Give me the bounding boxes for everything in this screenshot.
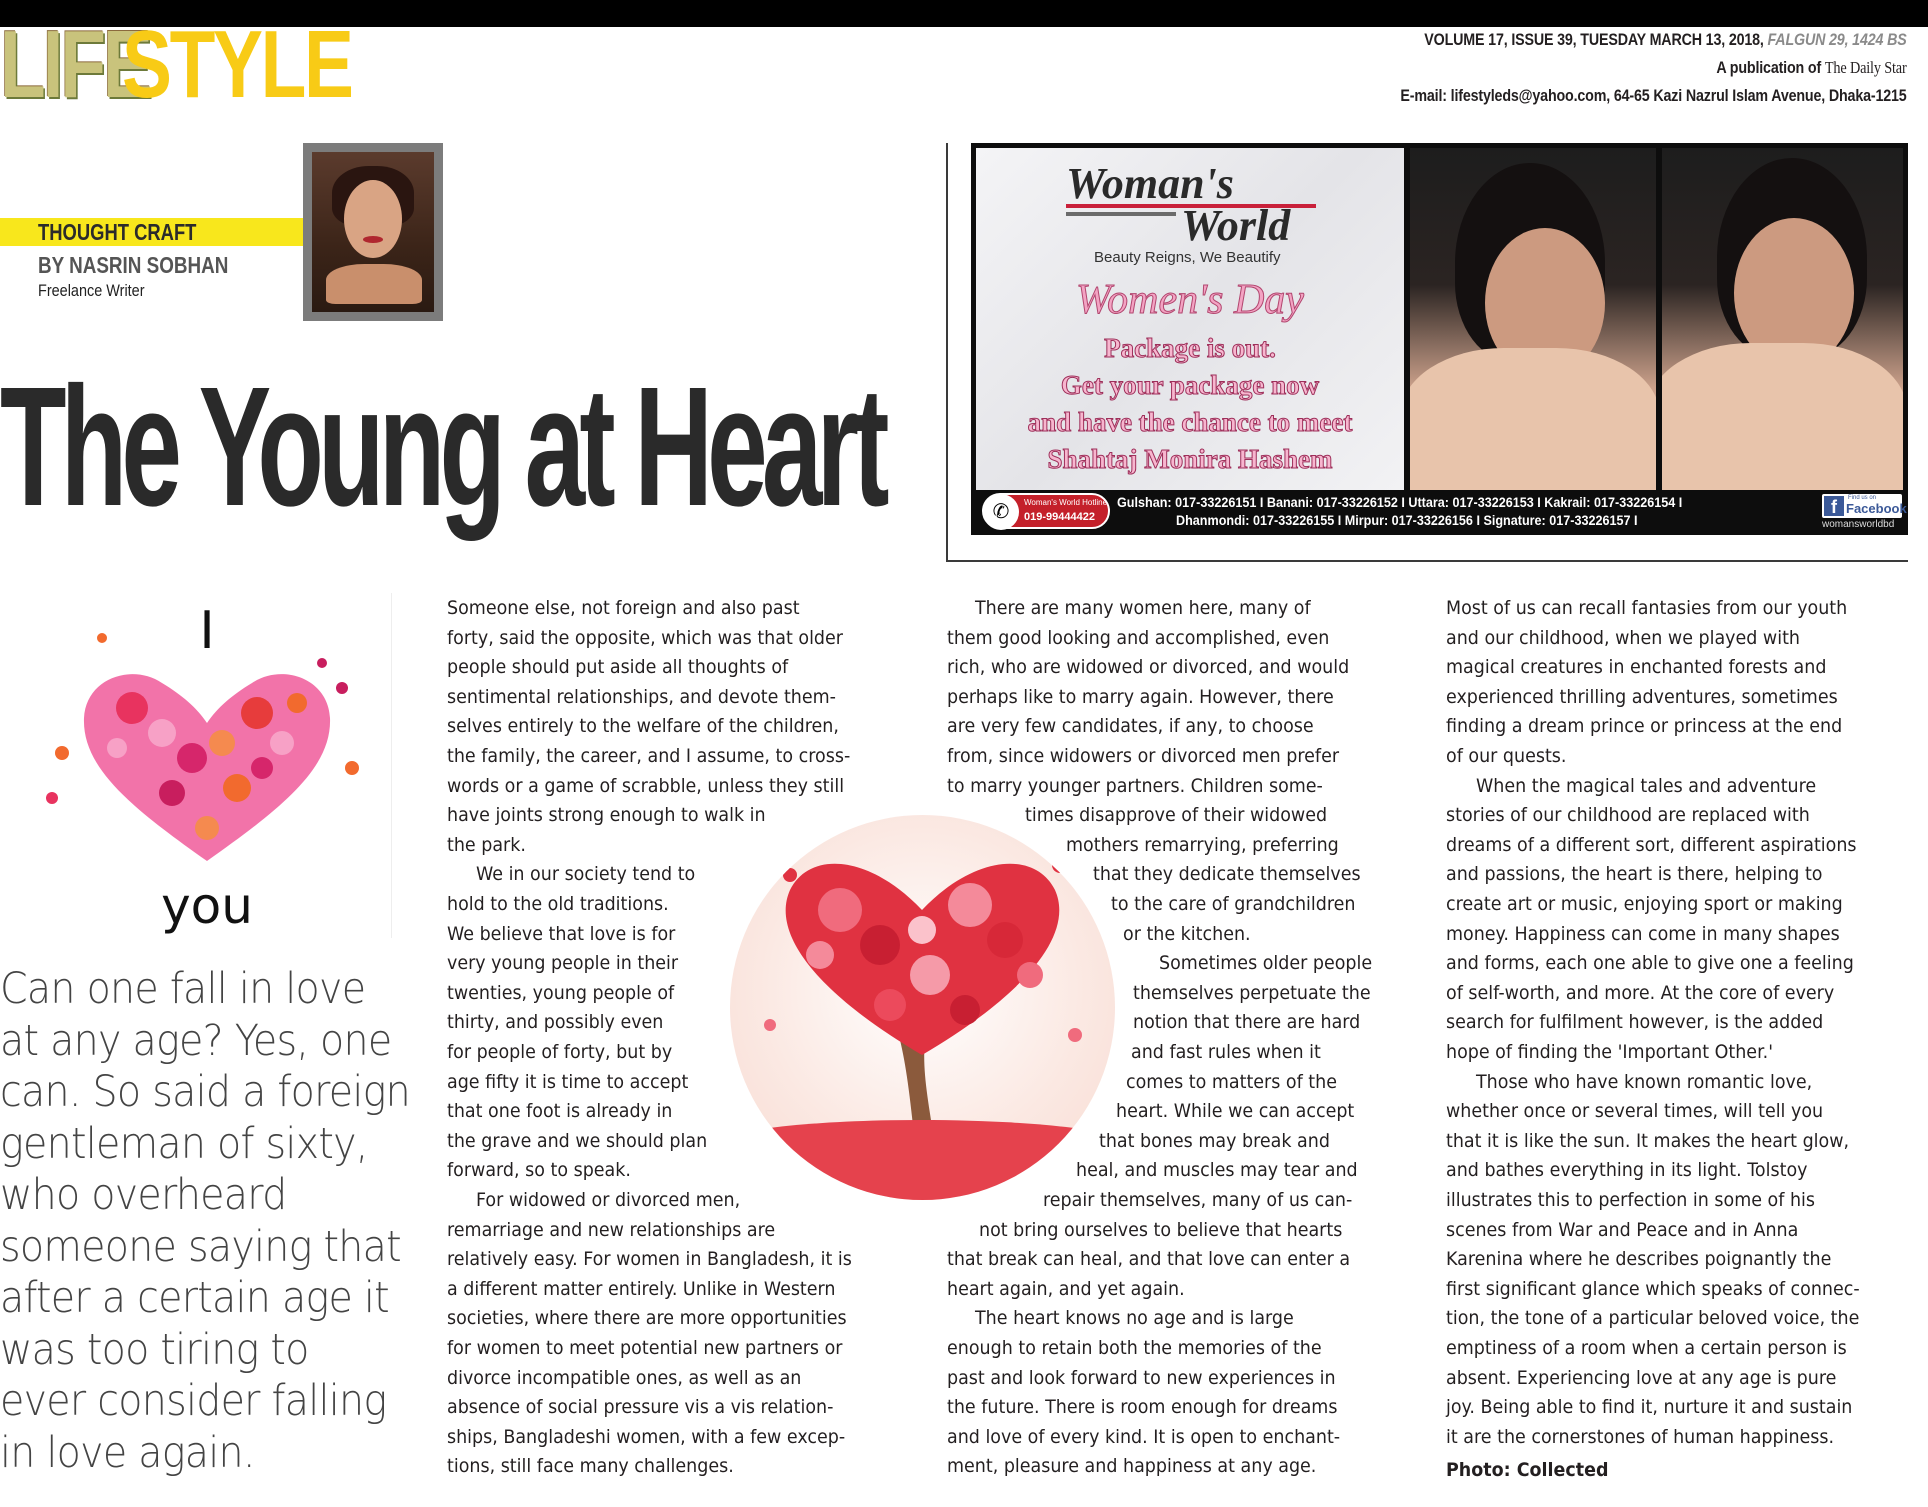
butterfly-heart [46, 633, 359, 861]
ad-package-line: Shahtaj Monira Hashem [1047, 444, 1333, 474]
masthead-style: STYLE [121, 11, 352, 118]
phone-icon: ✆ [983, 494, 1019, 530]
body-line: absence of social pressure vis a vis relation- [447, 1396, 834, 1419]
ad-text-panel [976, 148, 1404, 490]
body-line: money. Happiness can come in many shapes [1446, 922, 1840, 945]
body-line: heart. While we can accept [1116, 1100, 1355, 1123]
ad-logo-world: World [1181, 201, 1291, 250]
body-line: and bathes everything in its light. Tolstoy [1446, 1159, 1808, 1182]
body-line: selves entirely to the welfare of the children, [447, 715, 839, 738]
body-line: that they dedicate themselves [1093, 863, 1361, 886]
ad-logo-womans: Woman's [1066, 159, 1234, 208]
body-line: mothers remarrying, preferring [1066, 833, 1339, 856]
body-line: hold to the old traditions. [447, 893, 669, 915]
body-line: or the kitchen. [1123, 922, 1251, 945]
body-line: experienced thrilling adventures, sometimes [1446, 685, 1838, 708]
pull-quote-line: who overheard [0, 1170, 287, 1220]
facebook-label: Facebook [1846, 501, 1907, 516]
volume-line: VOLUME 17, ISSUE 39, TUESDAY MARCH 13, 2018, [1424, 30, 1765, 49]
body-line: past and look forward to new experiences in [947, 1366, 1336, 1389]
body-line: divorce incompatible ones, as well as an [447, 1366, 802, 1389]
i-love-you-heart-image [22, 593, 392, 938]
body-line: from, since widowers or divorced men prefer [947, 745, 1340, 767]
body-line: them good looking and accomplished, even [947, 626, 1330, 649]
body-line: hope of finding the 'Important Other.' [1446, 1041, 1774, 1063]
body-line: relatively easy. For women in Bangladesh, it is [447, 1248, 852, 1271]
author-byline: BY NASRIN SOBHAN [38, 252, 229, 278]
body-line: When the magical tales and adventure [1476, 774, 1817, 797]
body-line: ment, pleasure and happiness at any age. [947, 1455, 1317, 1478]
author-role: Freelance Writer [38, 281, 145, 300]
body-line: not bring ourselves to believe that hearts [979, 1218, 1343, 1241]
email-address-line: E-mail: lifestyleds@yahoo.com, 64-65 Kazi Nazrul Islam Avenue, Dhaka-1215 [1400, 86, 1907, 105]
body-line: rich, who are widowed or divorced, and would [947, 656, 1350, 679]
pull-quote-line: at any age? Yes, one [0, 1015, 392, 1066]
body-line: tion, the tone of a particular beloved voice, the [1446, 1307, 1860, 1330]
body-line: of our quests. [1446, 745, 1567, 767]
facebook-handle: womansworldbd [1822, 519, 1895, 530]
ad-hotline[interactable] [982, 493, 1110, 529]
publication-of: A publication of [1716, 58, 1822, 77]
body-line: are very few candidates, if any, to choose [947, 715, 1314, 738]
body-line: the park. [447, 833, 526, 856]
body-line: for women to meet potential new partners or [447, 1337, 843, 1359]
body-line: themselves perpetuate the [1133, 981, 1371, 1004]
ad-branches-row-2: Dhanmondi: 017-33226155 I Mirpur: 017-33226156 I Signature: 017-33226157 I [1176, 512, 1638, 528]
pull-quote-line: ever consider falling [0, 1376, 387, 1426]
body-line: words or a game of scrabble, unless they still [447, 774, 845, 797]
body-line: stories of our childhood are replaced with [1446, 804, 1810, 827]
body-line: that break can heal, and that love can enter a [947, 1248, 1351, 1271]
publisher-line [1401, 54, 1907, 82]
body-line: people should put aside all thoughts of [447, 656, 789, 679]
ad-package-line: Package is out. [1104, 333, 1276, 363]
body-line: and our childhood, when we played with [1446, 626, 1801, 649]
body-line: illustrates this to perfection in some of his [1446, 1189, 1816, 1211]
womans-world-advertisement[interactable] [971, 143, 1908, 535]
heart-tree-image [730, 815, 1115, 1200]
body-line: and forms, each one able to give one a feeling [1446, 952, 1854, 975]
body-line: Those who have known romantic love, [1476, 1070, 1813, 1093]
ad-package-line: and have the chance to meet [1027, 407, 1353, 437]
ad-model-photo-1 [1410, 148, 1656, 490]
image-text-you: you [161, 877, 253, 935]
body-line: search for fulfilment however, is the added [1446, 1011, 1824, 1034]
body-line: age fifty it is time to accept [447, 1070, 689, 1093]
body-line: remarriage and new relationships are [447, 1218, 776, 1241]
body-line: Karenina where he describes poignantly the [1446, 1248, 1832, 1271]
pull-quote-line: after a certain age it [0, 1273, 389, 1323]
pull-quote-line: Can one fall in love [0, 964, 366, 1014]
body-line: perhaps like to marry again. However, there [947, 685, 1334, 708]
facebook-icon: f [1824, 496, 1844, 516]
body-line: For widowed or divorced men, [476, 1189, 741, 1211]
body-line: absent. Experiencing love at any age is pure [1446, 1366, 1837, 1389]
body-line: sentimental relationships, and devote them- [447, 685, 836, 708]
body-line: to the care of grandchildren [1111, 893, 1356, 915]
body-line: We believe that love is for [447, 922, 676, 945]
bengali-date: FALGUN 29, 1424 BS [1767, 30, 1907, 49]
body-line: thirty, and possibly even [447, 1011, 664, 1034]
ad-package-text [976, 330, 1404, 478]
body-line: twenties, young people of [447, 981, 675, 1004]
author-photo [303, 143, 443, 321]
pull-quote-line: gentleman of sixty, [0, 1118, 368, 1169]
ad-facebook-badge[interactable] [1822, 492, 1907, 530]
body-line: and love of every kind. It is open to enchant- [947, 1425, 1341, 1448]
body-line: heal, and muscles may tear and [1076, 1159, 1358, 1182]
body-line: forward, so to speak. [447, 1159, 631, 1182]
body-line: very young people in their [447, 952, 679, 975]
body-line: to marry younger partners. Children some- [947, 774, 1323, 797]
body-line: that bones may break and [1099, 1129, 1330, 1152]
body-line: the family, the career, and I assume, to cross- [447, 745, 851, 767]
body-line: and passions, the heart is there, helping to [1446, 863, 1823, 886]
body-line: that it is like the sun. It makes the heart glow, [1446, 1129, 1850, 1152]
body-line: have joints strong enough to walk in [447, 804, 766, 827]
body-line: repair themselves, many of us can- [1043, 1189, 1353, 1211]
issue-line [1401, 26, 1907, 54]
article-headline: The Young at Heart [0, 352, 884, 542]
body-line: finding a dream prince or princess at the end [1446, 715, 1843, 738]
pull-quote-line: in love again. [0, 1427, 255, 1478]
body-line: it are the cornerstones of human happiness. [1446, 1425, 1835, 1448]
body-line: times disapprove of their widowed [1025, 804, 1328, 827]
body-line: the grave and we should plan [447, 1129, 708, 1152]
body-line: emptiness of a room when a certain person is [1446, 1337, 1847, 1359]
daily-star-logo: The Daily Star [1825, 58, 1907, 77]
body-line: comes to matters of the [1126, 1070, 1338, 1093]
pull-quote-line: was too tiring to [0, 1324, 309, 1375]
body-line: joy. Being able to find it, nurture it and sustain [1446, 1396, 1853, 1419]
body-line: The heart knows no age and is large [975, 1307, 1294, 1330]
body-line: We in our society tend to [476, 863, 696, 886]
ad-womens-day: Women's Day [1076, 277, 1304, 323]
body-line: magical creatures in enchanted forests and [1446, 656, 1827, 679]
body-line: for people of forty, but by [447, 1041, 673, 1063]
body-line: enough to retain both the memories of the [947, 1337, 1322, 1359]
masthead-life: LIFE [0, 11, 150, 118]
body-line: notion that there are hard [1133, 1011, 1361, 1034]
body-line: heart again, and yet again. [947, 1277, 1185, 1300]
masthead [0, 11, 416, 118]
pull-quote-line: can. So said a foreign [0, 1067, 410, 1117]
body-line: first significant glance which speaks of connec- [1446, 1277, 1860, 1300]
body-line: and fast rules when it [1131, 1041, 1321, 1063]
body-line: whether once or several times, will tell you [1446, 1100, 1824, 1123]
body-line: forty, said the opposite, which was that older [447, 626, 843, 649]
body-line: ships, Bangladeshi women, with a few excep- [447, 1425, 846, 1448]
body-line: societies, where there are more opportunities [447, 1307, 847, 1330]
section-label: THOUGHT CRAFT [38, 219, 197, 245]
body-line: Someone else, not foreign and also past [447, 597, 800, 619]
body-line: that one foot is already in [447, 1100, 673, 1123]
body-line: tions, still face many challenges. [447, 1455, 734, 1478]
body-line: Most of us can recall fantasies from our youth [1446, 597, 1848, 619]
body-line: the future. There is room enough for dreams [947, 1396, 1338, 1419]
body-line: dreams of a different sort, different aspirations [1446, 833, 1857, 856]
body-line: There are many women here, many of [975, 597, 1311, 619]
hotline-number: 019-99444422 [1024, 511, 1095, 523]
body-line: of self-worth, and more. At the core of every [1446, 981, 1835, 1004]
body-line: create art or music, enjoying sport or making [1446, 893, 1843, 915]
find-us-label: Find us on [1848, 495, 1877, 501]
ad-branches-row-1: Gulshan: 017-33226151 I Banani: 017-33226152 I Uttara: 017-33226153 I Kakrail: 017-33226154 I [1117, 494, 1683, 510]
pull-quote [0, 964, 410, 1479]
body-line: scenes from War and Peace and in Anna [1446, 1218, 1799, 1241]
hotline-label: Woman's World Hotline [1024, 498, 1108, 507]
photo-credit: Photo: Collected [1446, 1459, 1609, 1481]
pull-quote-line: someone saying that [0, 1221, 401, 1272]
publication-info [1401, 26, 1907, 110]
image-text-i: I [199, 601, 215, 661]
body-line: a different matter entirely. Unlike in Western [447, 1277, 836, 1300]
ad-tagline: Beauty Reigns, We Beautify [1094, 249, 1281, 266]
body-line: Sometimes older people [1159, 952, 1373, 975]
ad-model-photo-2 [1662, 148, 1903, 490]
ad-contact-strip [976, 490, 1907, 532]
ad-package-line: Get your package now [1060, 370, 1320, 400]
